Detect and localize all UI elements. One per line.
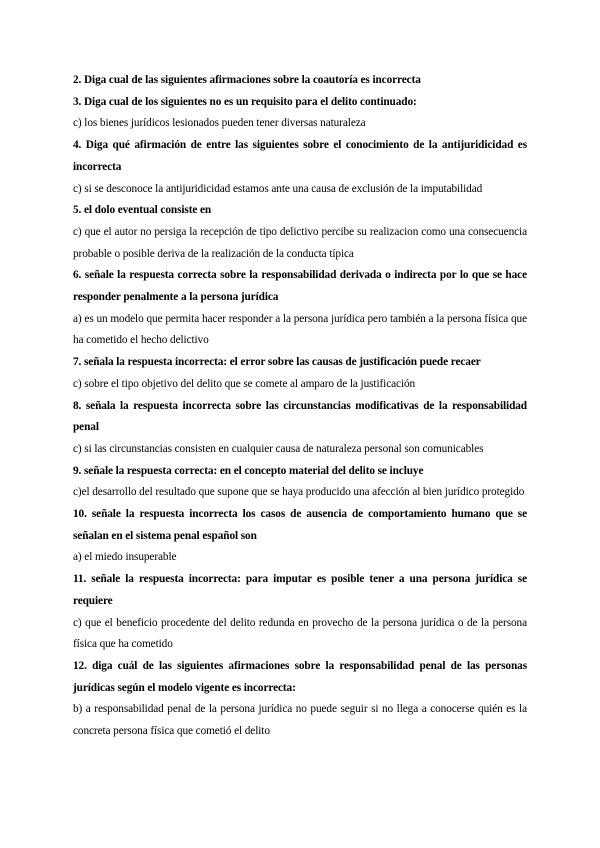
answer-7: c) sobre el tipo objetivo del delito que se comete al amparo de la justificación	[73, 377, 416, 390]
question-10: 10. señale la respuesta incorrecta los casos de ausencia de comportamiento humano que se señalan en el sistema penal español son	[73, 508, 527, 542]
answer-8: c) si las circunstancias consisten en cualquier causa de naturaleza personal son comunicables	[73, 442, 484, 455]
answer-3: c) los bienes jurídicos lesionados pueden tener diversas naturaleza	[73, 117, 366, 130]
question-7: 7. señala la respuesta incorrecta: el error sobre las causas de justificación puede recaer	[73, 356, 481, 369]
question-8: 8. señala la respuesta incorrecta sobre las circunstancias modificativas de la responsabilidad penal	[73, 399, 527, 434]
answer-11: c) que el beneficio procedente del delito redunda en provecho de la persona jurídica o de la persona física que ha cometido	[73, 616, 527, 651]
answer-4: c) si se desconoce la antijuridicidad estamos ante una causa de exclusión de la imputabilidad	[73, 182, 483, 195]
answer-10: a) el miedo insuperable	[73, 551, 177, 564]
question-11: 11. señale la respuesta incorrecta: para imputar es posible tener a una persona jurídica se requiere	[73, 573, 527, 607]
answer-6: a) es un modelo que permita hacer responder a la persona jurídica pero también a la persona física que ha cometido el hecho delictivo	[73, 312, 527, 347]
answer-5: c) que el autor no persiga la recepción de tipo delictivo percibe su realizacion como una consecuencia probable o posible deriva de la realización de la conducta típica	[73, 225, 527, 260]
question-list	[73, 70, 527, 743]
answer-12: b) a responsabilidad penal de la persona jurídica no puede seguir si no llega a conocerse quién es la concreta persona física que cometió el delito	[73, 703, 527, 738]
question-6: 6. señale la respuesta correcta sobre la responsabilidad derivada o indirecta por lo que se hace responder penalmente a la persona jurídica	[73, 269, 527, 304]
question-3: 3. Diga cual de los siguientes no es un requisito para el delito continuado:	[73, 95, 417, 108]
answer-9: c)el desarrollo del resultado que supone que se haya producido una afección al bien jurídico protegido	[73, 486, 525, 499]
question-4: 4. Diga qué afirmación de entre las siguientes sobre el conocimiento de la antijuridicidad es incorrecta	[73, 139, 527, 173]
question-5: 5. el dolo eventual consiste en	[73, 204, 212, 217]
question-9: 9. señale la respuesta correcta: en el concepto material del delito se incluye	[73, 464, 424, 477]
question-12: 12. diga cuál de las siguientes afirmaciones sobre la responsabilidad penal de las personas jurídicas según el modelo vigente es incorrecta:	[73, 659, 527, 694]
question-2: 2. Diga cual de las siguientes afirmaciones sobre la coautoría es incorrecta	[73, 74, 421, 86]
